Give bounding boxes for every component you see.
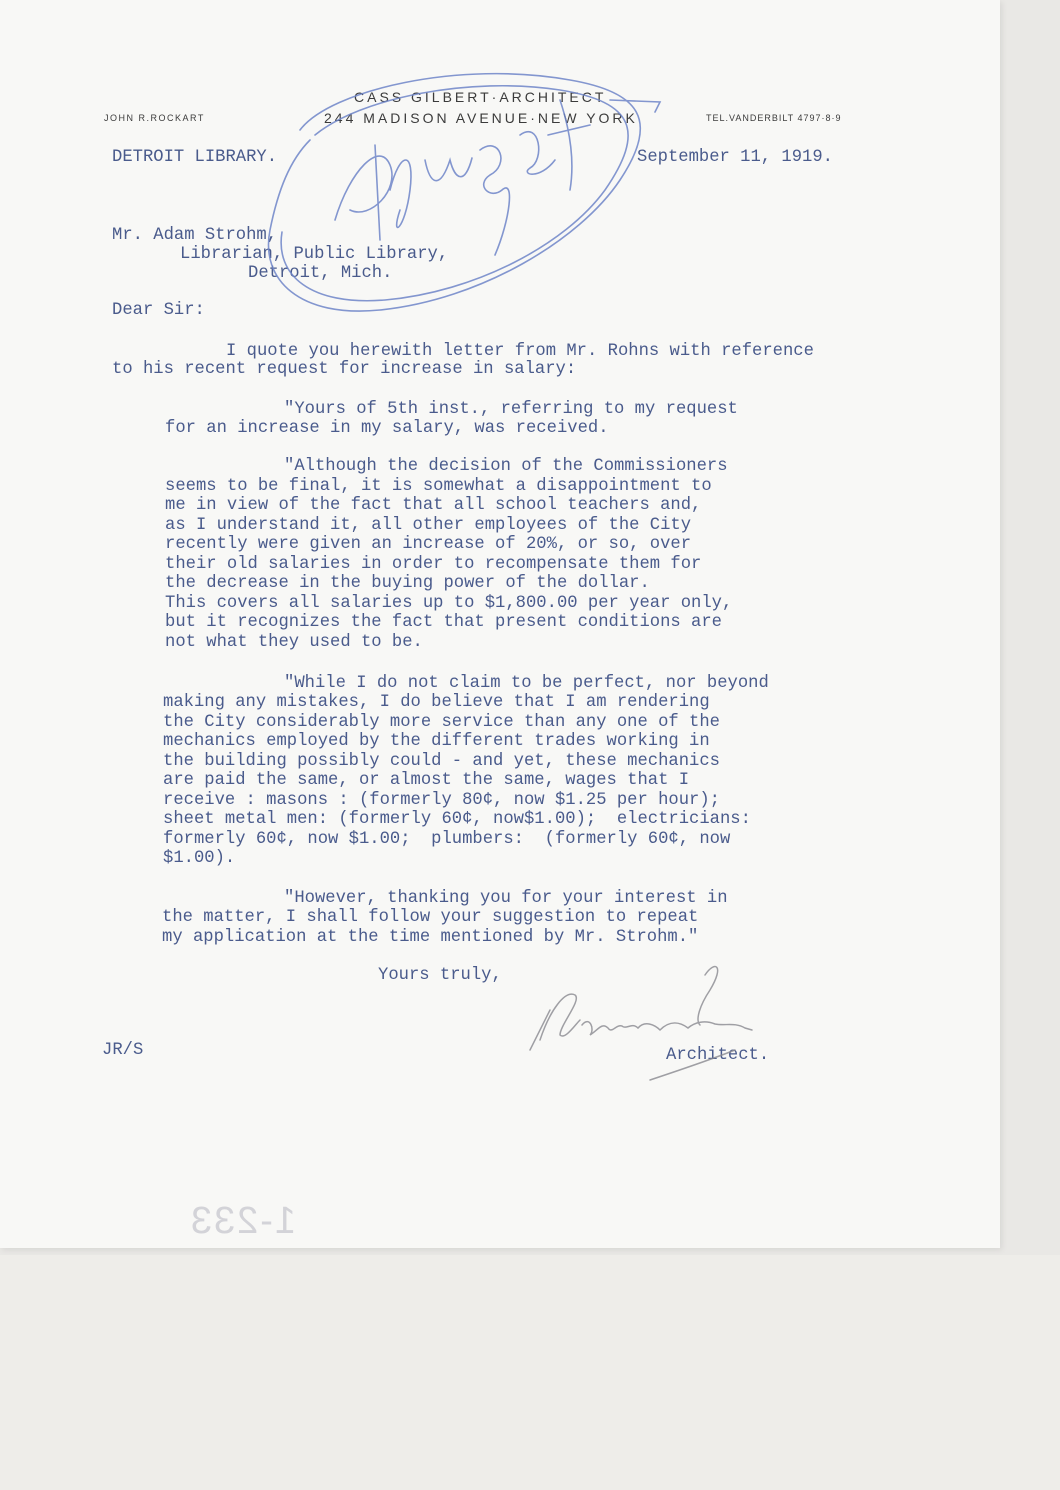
text-line: as I understand it, all other employees of the City — [165, 516, 692, 535]
recipient-title: Librarian, Public Library, — [180, 245, 449, 264]
text-line: recently were given an increase of 20%, or so, over — [165, 535, 692, 554]
text-line: mechanics employed by the different trades working in — [163, 732, 710, 751]
text-line: formerly 60¢, now $1.00; plumbers: (formerly 60¢, now — [163, 830, 731, 849]
text-line: but it recognizes the fact that present conditions are — [165, 613, 722, 632]
text-line: This covers all salaries up to $1,800.00 per year only, — [165, 594, 733, 613]
text-line: the City considerably more service than any one of the — [163, 713, 720, 732]
text-line: "Yours of 5th inst., referring to my request — [284, 400, 738, 419]
text-line: "However, thanking you for your interest in — [284, 889, 728, 908]
text-line: not what they used to be. — [165, 633, 423, 652]
closing: Yours truly, — [378, 966, 502, 985]
bleed-through-mark: 1-233 — [188, 1200, 296, 1242]
text-line: the decrease in the buying power of the dollar. — [165, 574, 650, 593]
text-line: seems to be final, it is somewhat a disappointment to — [165, 477, 712, 496]
letterhead-address: 244 MADISON AVENUE·NEW YORK — [324, 110, 638, 126]
recipient-city: Detroit, Mich. — [248, 264, 393, 283]
letterhead-phone: TEL.VANDERBILT 4797·8·9 — [706, 113, 842, 123]
text-line: for an increase in my salary, was received. — [165, 419, 609, 438]
letterhead-firm: CASS GILBERT·ARCHITECT — [354, 89, 607, 105]
text-line: "Although the decision of the Commissioners — [284, 457, 728, 476]
text-line: the matter, I shall follow your suggestion to repeat — [162, 908, 699, 927]
salutation: Dear Sir: — [112, 301, 205, 320]
text-line: sheet metal men: (formerly 60¢, now$1.00); electricians: — [163, 810, 751, 829]
text-line: making any mistakes, I do believe that I am rendering — [163, 693, 710, 712]
signature-title: Architect. — [666, 1046, 770, 1065]
recipient-name: Mr. Adam Strohm, — [112, 226, 278, 245]
text-line: me in view of the fact that all school teachers and, — [165, 496, 702, 515]
text-line: "While I do not claim to be perfect, nor beyond — [284, 674, 769, 693]
text-line: the building possibly could - and yet, these mechanics — [163, 752, 720, 771]
typist-initials: JR/S — [102, 1041, 144, 1060]
date-line: September 11, 1919. — [637, 148, 833, 167]
text-line: their old salaries in order to recompensate them for — [165, 555, 702, 574]
subject-line: DETROIT LIBRARY. — [112, 148, 278, 167]
letterhead-left: JOHN R.ROCKART — [104, 113, 205, 123]
text-line: my application at the time mentioned by Mr. Strohm." — [162, 928, 699, 947]
text-line: receive : masons : (formerly 80¢, now $1.25 per hour); — [163, 791, 720, 810]
text-line: are paid the same, or almost the same, wages that I — [163, 771, 690, 790]
text-line: $1.00). — [163, 849, 236, 868]
text-line: to his recent request for increase in salary: — [112, 360, 577, 379]
text-line: I quote you herewith letter from Mr. Rohns with reference — [226, 342, 814, 361]
